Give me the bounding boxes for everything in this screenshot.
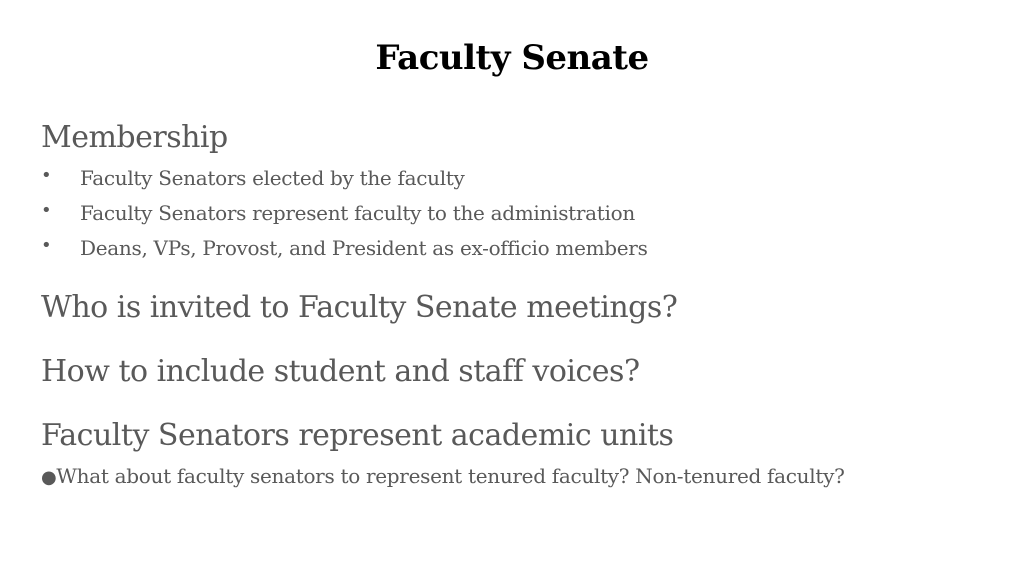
bullet-icon: • bbox=[41, 200, 52, 221]
membership-bullet-1 bbox=[41, 166, 741, 192]
membership-bullet-3 bbox=[41, 236, 741, 262]
membership-heading: Membership bbox=[41, 120, 228, 155]
bullet-text: Faculty Senators elected by the faculty bbox=[80, 166, 465, 190]
bullet-icon: ● bbox=[41, 467, 57, 488]
question-voices: How to include student and staff voices? bbox=[41, 354, 640, 389]
slide-title: Faculty Senate bbox=[375, 38, 649, 78]
membership-bullet-2 bbox=[41, 201, 741, 227]
bullet-icon: • bbox=[41, 165, 52, 186]
bullet-icon: • bbox=[41, 235, 52, 256]
bullet-text: Deans, VPs, Provost, and President as ex-officio members bbox=[80, 236, 648, 260]
academic-units-heading: Faculty Senators represent academic units bbox=[41, 418, 674, 453]
bullet-text: Faculty Senators represent faculty to the administration bbox=[80, 201, 635, 225]
bullet-text: What about faculty senators to represent tenured faculty? Non-tenured faculty? bbox=[56, 464, 845, 488]
academic-units-bullet bbox=[41, 464, 845, 488]
question-invited: Who is invited to Faculty Senate meetings? bbox=[41, 290, 678, 325]
